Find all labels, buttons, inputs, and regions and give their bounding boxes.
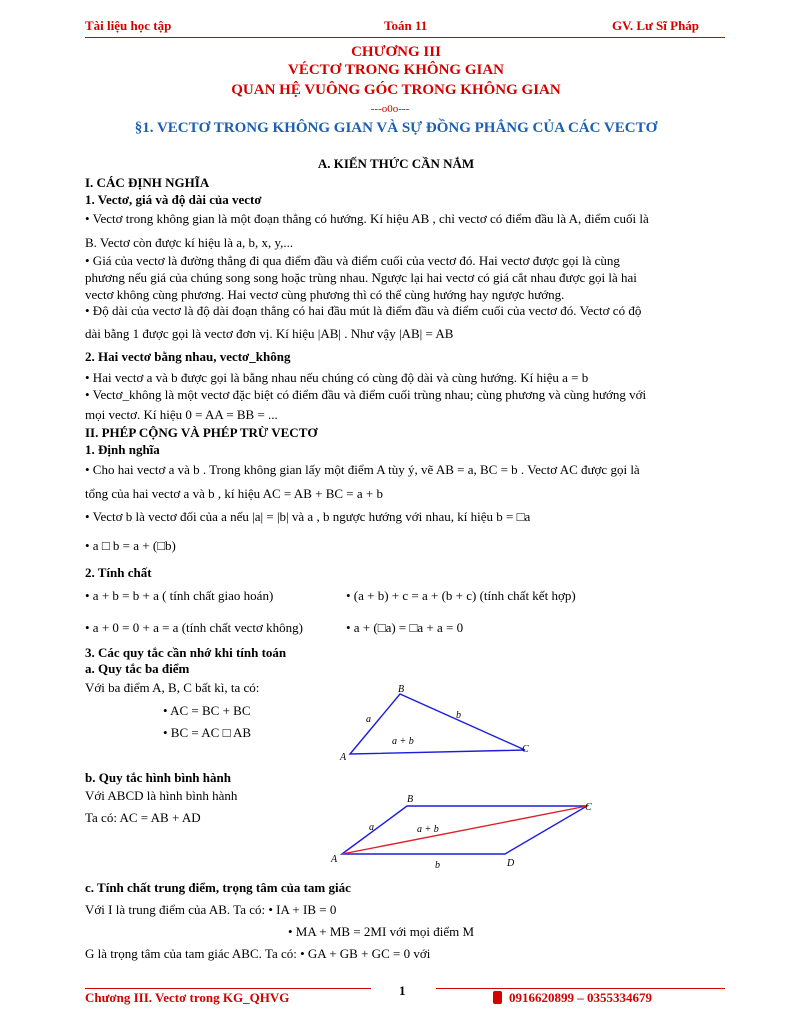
property-associative: • (a + b) + c = a + (b + c) (tính chất kết hợp): [346, 588, 576, 603]
point-b-label: B: [407, 794, 414, 805]
heading-parallelogram: b. Quy tắc hình bình hành: [85, 770, 231, 785]
vector-b-label: b: [456, 710, 461, 721]
vector-sum-label: a + b: [417, 824, 439, 835]
paragraph-support-1: • Giá của vectơ là đường thẳng đi qua điểm đầu và điểm cuối của vectơ đó. Hai vectơ được gọi là cùng: [85, 253, 620, 268]
vector-a-label: a: [369, 822, 374, 833]
part-a-title: A. KIẾN THỨC CẦN NẮM: [317, 156, 475, 171]
vector-a-label: a: [366, 714, 371, 725]
page-number: 1: [399, 983, 406, 998]
paragraph-sum-1: • Cho hai vectơ a và b . Trong không gian lấy một điểm A tùy ý, vẽ AB = a, BC = b . Vectơ AC được gọi là: [85, 462, 640, 477]
header-right: GV. Lư Sĩ Pháp: [612, 18, 700, 33]
paragraph-difference: • a □ b = a + (□b): [85, 538, 176, 553]
paragraph-vector-def-2: B. Vectơ còn được kí hiệu là a, b, x, y,...: [85, 235, 294, 250]
point-c-label: C: [522, 744, 529, 755]
paragraph-zero-1: • Vectơ_không là một vectơ đặc biệt có điểm đầu và điểm cuối trùng nhau; cùng phương và cùng hướng với: [85, 387, 647, 402]
property-opposite: • a + (□a) = □a + a = 0: [346, 620, 464, 635]
rule-centroid: G là trọng tâm của tam giác ABC. Ta có: • GA + GB + GC = 0 với: [85, 946, 431, 961]
point-c-label: C: [585, 802, 592, 813]
paragraph-support-2: phương nếu giá của chúng song song hoặc trùng nhau. Ngược lại hai vectơ có giá cắt nhau được gọi là hai: [85, 270, 637, 285]
property-zero: • a + 0 = 0 + a = a (tính chất vectơ không): [85, 620, 303, 635]
paragraph-sum-2: tổng của hai vectơ a và b , kí hiệu AC = AB + BC = a + b: [85, 486, 383, 501]
title-separator: ---o0o---: [370, 103, 410, 115]
section-title: §1. VECTƠ TRONG KHÔNG GIAN VÀ SỰ ĐỒNG PHẲNG CỦA CÁC VECTƠ: [134, 120, 658, 136]
paragraph-length-1: • Độ dài của vectơ là độ dài đoạn thẳng có hai đầu mút là điểm đầu và điểm cuối của vectơ đó. Vectơ có độ: [85, 303, 642, 318]
paragraph-zero-2: mọi vectơ. Kí hiệu 0 = AA = BB = ...: [85, 407, 278, 422]
footer-rule-left: [85, 988, 371, 989]
heading-equal-vectors: 2. Hai vectơ bằng nhau, vectơ_không: [85, 349, 291, 364]
chapter-subtitle-1: VÉCTƠ TRONG KHÔNG GIAN: [288, 62, 504, 78]
heading-three-points: a. Quy tắc ba điểm: [85, 661, 190, 676]
heading-properties: 2. Tính chất: [85, 565, 152, 580]
heading-rules: 3. Các quy tắc cần nhớ khi tính toán: [85, 645, 287, 660]
footer-rule-right: [436, 988, 725, 989]
paragraph-vector-def-1: • Vectơ trong không gian là một đoạn thẳng có hướng. Kí hiệu AB , chỉ vectơ có điểm đầu là A, điểm cuối là: [85, 211, 649, 226]
triangle-abc: [350, 694, 525, 754]
footer-left: Chương III. Vectơ trong KG_QHVG: [85, 990, 290, 1005]
paragraph-support-3: vectơ không cùng phương. Hai vectơ cùng phương thì có thể cùng hướng hay ngược hướng.: [85, 287, 565, 302]
diagonal-ac: [342, 806, 587, 854]
footer-phone: 0916620899 – 0355334679: [509, 990, 652, 1005]
header-center: Toán 11: [384, 18, 428, 33]
rule-three-points-1: • AC = BC + BC: [163, 703, 251, 718]
rule-parallelogram-intro: Với ABCD là hình bình hành: [85, 788, 238, 803]
rule-parallelogram-formula: Ta có: AC = AB + AD: [85, 810, 201, 825]
rule-three-points-intro: Với ba điểm A, B, C bất kì, ta có:: [85, 680, 260, 695]
paragraph-equal: • Hai vectơ a và b được gọi là bằng nhau nếu chúng có cùng độ dài và cùng hướng. Kí hiệu a = b: [85, 370, 589, 385]
heading-midpoint-centroid: c. Tính chất trung điểm, trọng tâm của tam giác: [85, 880, 351, 895]
heading-definition: 1. Định nghĩa: [85, 442, 160, 457]
vector-sum-label: a + b: [392, 736, 414, 747]
triangle-figure: [330, 682, 540, 768]
chapter-subtitle-2: QUAN HỆ VUÔNG GÓC TRONG KHÔNG GIAN: [231, 82, 561, 98]
heading-vector-length: 1. Vectơ, giá và độ dài của vectơ: [85, 192, 262, 207]
point-a-label: A: [331, 854, 338, 865]
property-commutative: • a + b = b + a ( tính chất giao hoán): [85, 588, 274, 603]
rule-midpoint-any-point: • MA + MB = 2MI với mọi điểm M: [288, 924, 475, 939]
point-b-label: B: [398, 684, 405, 695]
heading-add-sub: II. PHÉP CỘNG VÀ PHÉP TRỪ VECTƠ: [85, 425, 318, 440]
rule-three-points-2: • BC = AC □ AB: [163, 725, 252, 740]
vector-b-label: b: [435, 860, 440, 871]
phone-icon: [493, 991, 502, 1004]
rule-midpoint: Với I là trung điểm của AB. Ta có: • IA + IB = 0: [85, 902, 337, 917]
paragraph-length-2: dài bằng 1 được gọi là vectơ đơn vị. Kí hiệu |AB| . Như vậy |AB| = AB: [85, 326, 454, 341]
header-left: Tài liệu học tập: [85, 18, 172, 33]
header-rule: [85, 37, 725, 38]
chapter-title: CHƯƠNG III: [351, 44, 441, 60]
paragraph-opposite: • Vectơ b là vectơ đối của a nếu |a| = |b| và a , b ngược hướng với nhau, kí hiệu b = □a: [85, 509, 531, 524]
point-d-label: D: [507, 858, 515, 869]
parallelogram-figure: [325, 792, 595, 874]
heading-definitions: I. CÁC ĐỊNH NGHĨA: [85, 175, 210, 190]
point-a-label: A: [340, 752, 347, 763]
